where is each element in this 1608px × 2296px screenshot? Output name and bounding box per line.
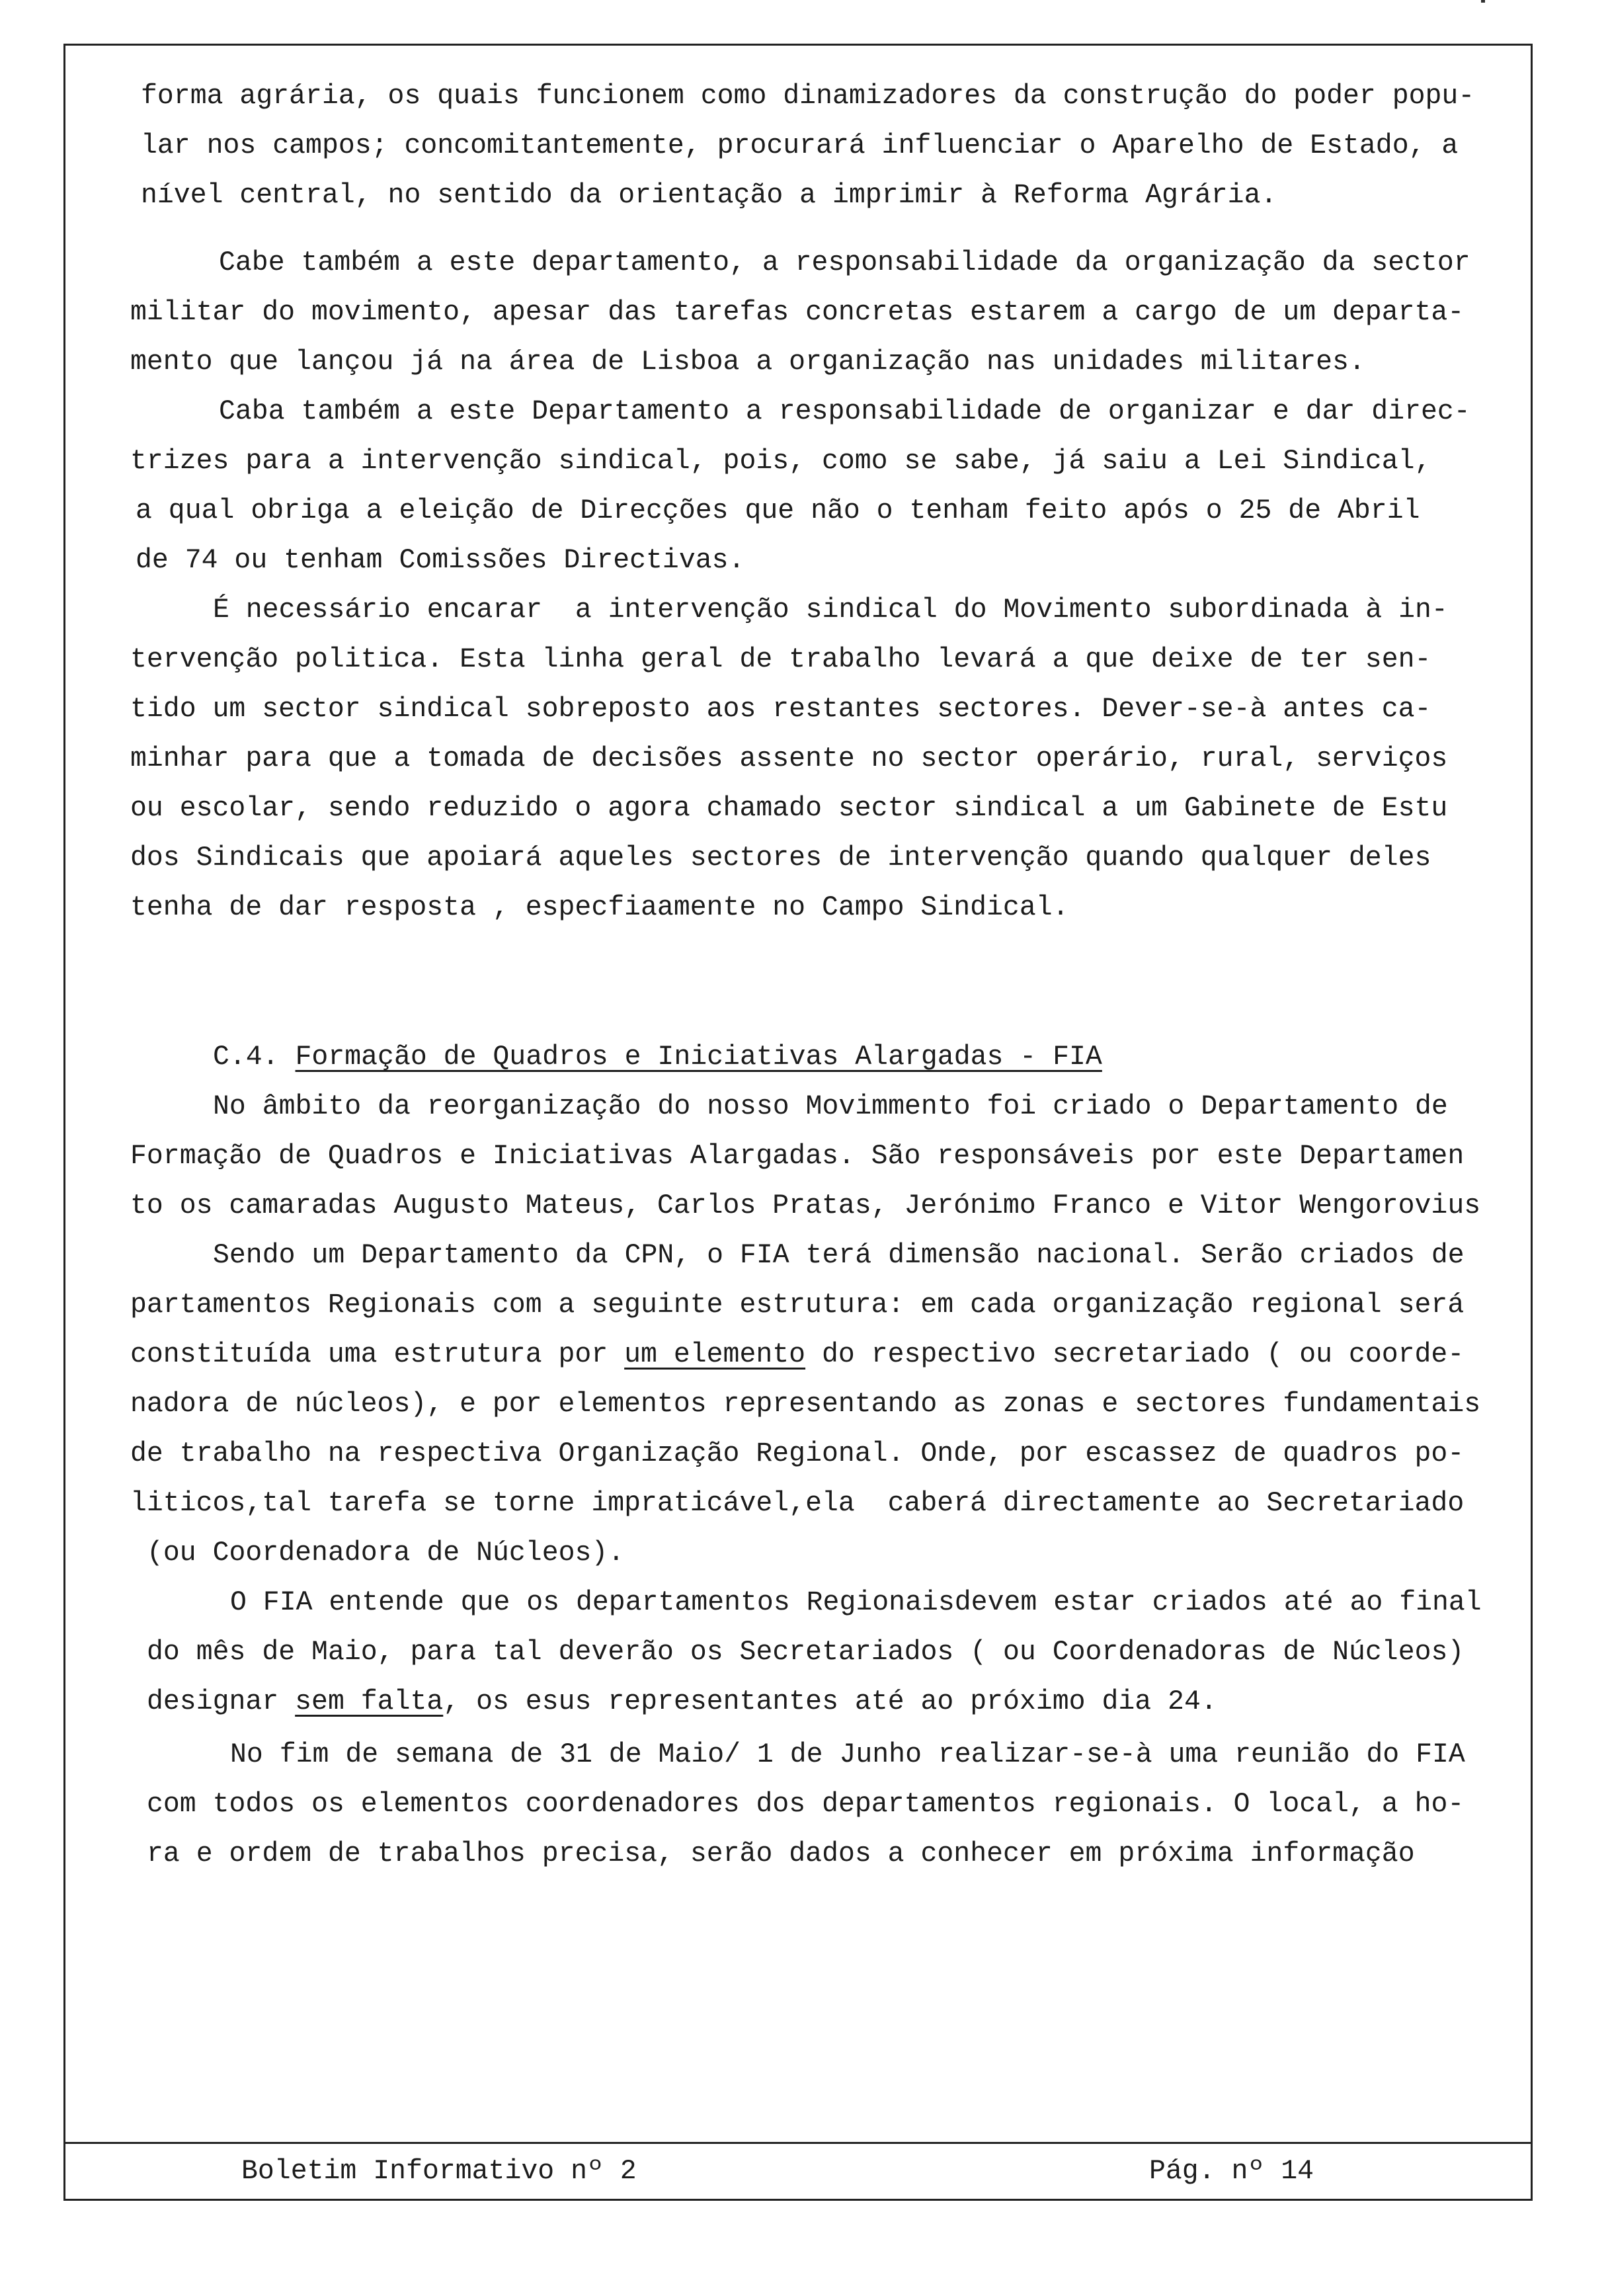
text-line: Formação de Quadros e Iniciativas Alargadas. São responsáveis por este Departamen [130, 1141, 1465, 1172]
text-line: (ou Coordenadora de Núcleos). [147, 1538, 625, 1569]
text-line: lar nos campos; concomitantemente, procurará influenciar o Aparelho de Estado, a [141, 130, 1459, 161]
text-line: trizes para a intervenção sindical, pois, como se sabe, já saiu a Lei Sindical, [130, 446, 1431, 477]
text-line: de 74 ou tenham Comissões Directivas. [136, 545, 745, 576]
page-edge-mark [1481, 0, 1485, 3]
text-line: liticos,tal tarefa se torne impraticável,ela caberá directamente ao Secretariado [130, 1488, 1465, 1519]
underlined-text: sem falta [295, 1686, 444, 1717]
text-line [147, 1688, 1217, 1716]
text-line: nível central, no sentido da orientação a imprimir à Reforma Agrária. [141, 180, 1277, 211]
text-fragment: , os esus representantes até ao próximo dia 24. [443, 1686, 1217, 1717]
text-fragment: constituída uma estrutura por [130, 1339, 625, 1370]
text-line: É necessário encarar a intervenção sindical do Movimento subordinada à in- [213, 594, 1448, 626]
footer-divider [65, 2142, 1531, 2144]
text-line: a qual obriga a eleição de Direcções que não o tenham feito após o 25 de Abril [136, 495, 1420, 526]
text-line: to os camaradas Augusto Mateus, Carlos Pratas, Jerónimo Franco e Vitor Wengorovius [130, 1190, 1481, 1221]
text-line: tenha de dar resposta , especfiaamente no Campo Sindical. [130, 892, 1069, 923]
text-line [130, 1341, 1464, 1369]
section-title: Formação de Quadros e Iniciativas Alargadas - FIA [295, 1042, 1102, 1073]
text-line: nadora de núcleos), e por elementos representando as zonas e sectores fundamentais [130, 1389, 1481, 1420]
section-heading [213, 1044, 1102, 1071]
text-line: militar do movimento, apesar das tarefas concretas estarem a cargo de um departa- [130, 297, 1465, 328]
text-line: dos Sindicais que apoiará aqueles sectores de intervenção quando qualquer deles [130, 842, 1431, 874]
text-line: ra e ordem de trabalhos precisa, serão dados a conhecer em próxima informação [147, 1838, 1415, 1869]
section-number: C.4. [213, 1042, 296, 1073]
text-fragment: do respectivo secretariado ( ou coorde- [805, 1339, 1465, 1370]
text-line: No fim de semana de 31 de Maio/ 1 de Junho realizar-se-à uma reunião do FIA [230, 1739, 1465, 1770]
text-line: mento que lançou já na área de Lisboa a organização nas unidades militares. [130, 347, 1365, 378]
text-line: Sendo um Departamento da CPN, o FIA terá dimensão nacional. Serão criados de [213, 1240, 1465, 1271]
text-line: Caba também a este Departamento a responsabilidade de organizar e dar direc- [219, 396, 1470, 427]
text-fragment: designar [147, 1686, 296, 1717]
underlined-text: um elemento [624, 1339, 806, 1370]
text-line: No âmbito da reorganização do nosso Movimmento foi criado o Departamento de [213, 1091, 1448, 1122]
text-line: do mês de Maio, para tal deverão os Secretariados ( ou Coordenadoras de Núcleos) [147, 1637, 1465, 1668]
footer-page-number: Pág. nº 14 [1149, 2156, 1314, 2187]
text-line: com todos os elementos coordenadores dos departamentos regionais. O local, a ho- [147, 1789, 1465, 1820]
text-line: tido um sector sindical sobreposto aos restantes sectores. Dever-se-à antes ca- [130, 694, 1431, 725]
text-line: ou escolar, sendo reduzido o agora chamado sector sindical a um Gabinete de Estu [130, 793, 1448, 824]
text-line: de trabalho na respectiva Organização Regional. Onde, por escassez de quadros po- [130, 1438, 1465, 1469]
text-line: minhar para que a tomada de decisões assente no sector operário, rural, serviços [130, 743, 1448, 774]
text-line: O FIA entende que os departamentos Regionaisdevem estar criados até ao final [230, 1587, 1482, 1618]
text-line: forma agrária, os quais funcionem como dinamizadores da construção do poder popu- [141, 81, 1475, 112]
text-line: Cabe também a este departamento, a responsabilidade da organização da sector [219, 247, 1470, 278]
footer-publication: Boletim Informativo nº 2 [241, 2156, 637, 2187]
text-line: partamentos Regionais com a seguinte estrutura: em cada organização regional será [130, 1290, 1465, 1321]
text-line: tervenção politica. Esta linha geral de trabalho levará a que deixe de ter sen- [130, 644, 1431, 675]
